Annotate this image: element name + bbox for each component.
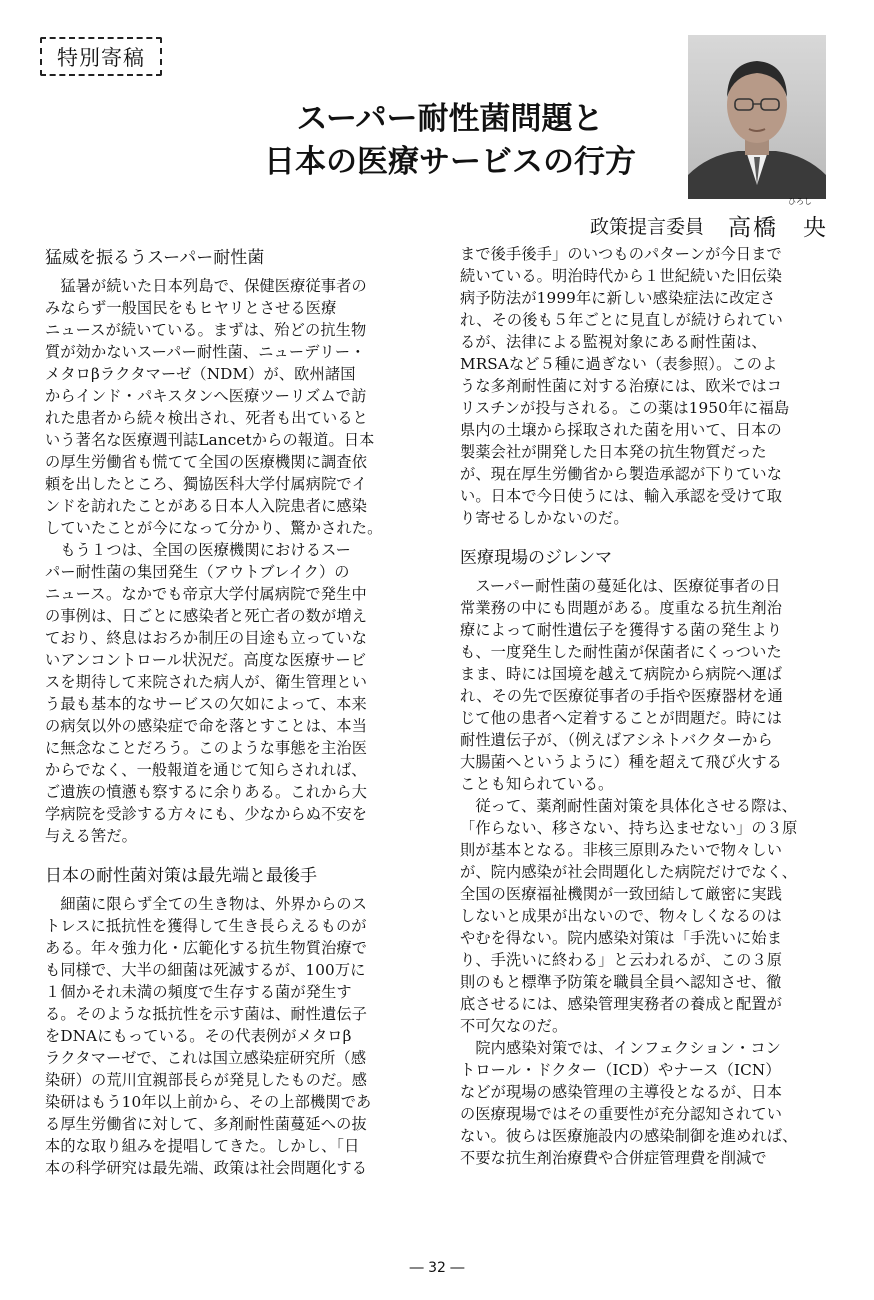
text-line: 院内感染対策では、インフェクション・コン — [460, 1039, 782, 1057]
text-line: していたことが今になって分かり、驚かされた。 — [45, 519, 383, 537]
text-line: ご遺族の憤懣も察するに余りある。これから大 — [45, 783, 368, 801]
text-line: をDNAにもっている。その代表例がメタロβ — [45, 1027, 352, 1045]
text-line: ており、終息はおろか制圧の目途も立っていな — [45, 629, 368, 647]
text-line: リスチンが投与される。この薬は1950年に福島 — [460, 399, 790, 417]
text-line: しないと成果が出ないので、物々しくなるのは — [460, 907, 782, 925]
text-line: り寄せるしかないのだ。 — [460, 509, 629, 527]
text-line: いアンコントロール状況だ。高度な医療サービ — [45, 651, 367, 669]
text-line: 学病院を受診する方々にも、少なからぬ不安を — [45, 805, 368, 823]
paragraph-5 — [460, 795, 835, 1037]
text-line: からでなく、一般報道を通じて知らされれば、 — [45, 761, 367, 779]
text-line: 質が効かないスーパー耐性菌、ニューデリー・ — [45, 343, 366, 361]
section-heading-1: 猛威を振るうスーパー耐性菌 — [45, 248, 265, 268]
paragraph-continued — [460, 243, 835, 529]
text-line: まで後手後手」のいつものパターンが今日まで — [460, 245, 782, 263]
text-line: れた患者から続々検出され、死者も出ていると — [45, 409, 368, 427]
text-line: れ、その後も５年ごとに見直しが続けられてい — [460, 311, 783, 329]
author-role: 政策提言委員 — [590, 216, 705, 238]
text-line: り、手洗いに終わる」と云われるが、この３原 — [460, 951, 783, 969]
text-line: 従って、薬剤耐性菌対策を具体化させる際は、 — [460, 797, 798, 815]
text-line: MRSAなど５種に過ぎない（表参照）。このよ — [460, 355, 778, 373]
text-line: 則のもと標準予防策を職員全員へ認知させ、徹 — [460, 973, 782, 991]
text-line: みならず一般国民をもヒヤリとさせる医療 — [45, 299, 337, 317]
text-line: 底させるには、感染管理実務者の養成と配置が — [460, 995, 783, 1013]
text-line: パー耐性菌の集団発生（アウトブレイク）の — [45, 563, 350, 581]
text-line: スを期待して来院された病人が、衛生管理とい — [45, 673, 368, 691]
text-line: 続いている。明治時代から１世紀続いた旧伝染 — [460, 267, 783, 285]
text-line: ある。年々強力化・広範化する抗生物質治療で — [45, 939, 368, 957]
text-line: 全国の医療福祉機関が一致団結して厳密に実践 — [460, 885, 783, 903]
text-line: い。日本で今日使うには、輸入承認を受けて取 — [460, 487, 783, 505]
paragraph-6 — [460, 1037, 835, 1169]
author-name-ruby: ひろし — [788, 197, 812, 206]
text-line: トロール・ドクター（ICD）やナース（ICN） — [460, 1061, 781, 1079]
text-line: ンドを訪れたことがある日本人入院患者に感染 — [45, 497, 368, 515]
text-line: 「作らない、移さない、持ち込ませない」の３原 — [460, 819, 798, 837]
text-line: などが現場の感染管理の主導役となるが、日本 — [460, 1083, 783, 1101]
text-line: 病予防法が1999年に新しい感染症法に改定さ — [460, 289, 776, 307]
text-line: る。そのような抵抗性を示す菌は、耐性遺伝子 — [45, 1005, 368, 1023]
text-line: トレスに抵抗性を獲得して生き長らえるものが — [45, 917, 367, 935]
paragraph-2 — [45, 539, 420, 847]
article-title — [200, 98, 700, 184]
text-line: 本的な取り組みを提唱してきた。しかし、「日 — [45, 1137, 360, 1155]
author-byline — [560, 197, 830, 241]
left-column — [45, 243, 420, 1179]
text-line: まま、時には国境を越えて病院から病院へ運ば — [460, 665, 783, 683]
title-line-2: 日本の医療サービスの行方 — [264, 144, 636, 180]
page-number: ― 32 ― — [409, 1260, 465, 1276]
text-line: 不要な抗生剤治療費や合併症管理費を削減で — [460, 1149, 767, 1167]
text-line: いう著名な医療週刊誌Lancetからの報道。日本 — [45, 431, 375, 449]
text-line: る厚生労働省に対して、多剤耐性菌蔓延への抜 — [45, 1115, 367, 1133]
text-line: 不可欠なのだ。 — [460, 1017, 568, 1035]
text-line: が、現在厚生労働省から製造承認が下りていな — [460, 465, 783, 483]
paragraph-1 — [45, 275, 420, 539]
text-line: の事例は、日ごとに感染者と死亡者の数が増え — [45, 607, 368, 625]
text-line: 県内の土壌から採取された菌を用いて、日本の — [460, 421, 782, 439]
text-line: るが、法律による監視対象にある耐性菌は、 — [460, 333, 767, 351]
text-line: も同様で、大半の細菌は死滅するが、100万に — [45, 961, 366, 979]
text-line: ラクタマーゼで、これは国立感染症研究所（感 — [45, 1049, 367, 1067]
text-line: 本の科学研究は最先端、政策は社会問題化する — [45, 1159, 368, 1177]
text-line: 頼を出したところ、獨協医科大学付属病院でイ — [45, 475, 368, 493]
text-line: 大腸菌へというように）種を超えて飛び火する — [460, 753, 783, 771]
text-line: 耐性遺伝子が、（例えばアシネトバクターから — [460, 731, 773, 749]
right-column — [460, 243, 835, 1169]
section-tag: 特別寄稿 — [40, 37, 162, 76]
text-line: の病気以外の感染症で命を落とすことは、本当 — [45, 717, 368, 735]
text-line: もう１つは、全国の医療機関におけるスー — [45, 541, 351, 559]
text-line: の厚生労働省も慌てて全国の医療機関に調査依 — [45, 453, 368, 471]
text-line: 細菌に限らず全ての生き物は、外界からのス — [45, 895, 368, 913]
text-line: 染研）の荒川宜親部長らが発見したものだ。感 — [45, 1071, 368, 1089]
author-photo — [688, 35, 826, 199]
text-line: ニュース。なかでも帝京大学付属病院で発生中 — [45, 585, 367, 603]
text-line: うな多剤耐性菌に対する治療には、欧米ではコ — [460, 377, 783, 395]
text-line: れ、その先で医療従事者の手指や医療器材を通 — [460, 687, 783, 705]
paragraph-3 — [45, 893, 420, 1179]
text-line: ない。彼らは医療施設内の感染制御を進めれば、 — [460, 1127, 798, 1145]
text-line: ことも知られている。 — [460, 775, 614, 793]
text-line: やむを得ない。院内感染対策は「手洗いに始ま — [460, 929, 783, 947]
text-line: に無念なことだろう。このような事態を主治医 — [45, 739, 368, 757]
text-line: スーパー耐性菌の蔓延化は、医療従事者の日 — [460, 577, 781, 595]
text-line: 常業務の中にも問題がある。度重なる抗生剤治 — [460, 599, 783, 617]
text-line: 則が基本となる。非核三原則みたいで物々しい — [460, 841, 783, 859]
title-line-1: スーパー耐性菌問題と — [296, 101, 604, 137]
text-line: 猛暑が続いた日本列島で、保健医療従事者の — [45, 277, 367, 295]
text-line: メタロβラクタマーゼ（NDM）が、欧州諸国 — [45, 365, 356, 383]
text-line: う最も基本的なサービスの欠如によって、本来 — [45, 695, 367, 713]
text-line: じて他の患者へ定着することが問題だ。時には — [460, 709, 783, 727]
text-line: 製薬会社が開発した日本発の抗生物質だった — [460, 443, 767, 461]
section-heading-2: 日本の耐性菌対策は最先端と最後手 — [45, 866, 317, 886]
text-line: も、一度発生した耐性菌が保菌者にくっついた — [460, 643, 782, 661]
author-name: 高橋 央 — [728, 215, 828, 241]
text-line: からインド・パキスタンへ医療ツーリズムで訪 — [45, 387, 367, 405]
text-line: 与える筈だ。 — [45, 827, 138, 845]
text-line: ニュースが続いている。まずは、殆どの抗生物 — [45, 321, 367, 339]
paragraph-4 — [460, 575, 835, 795]
text-line: の医療現場ではその重要性が充分認知されてい — [460, 1105, 783, 1123]
text-line: が、院内感染が社会問題化した病院だけでなく、 — [460, 863, 798, 881]
text-line: １個かそれ未満の頻度で生存する菌が発生す — [45, 983, 352, 1001]
section-heading-3: 医療現場のジレンマ — [460, 548, 613, 568]
text-line: 療によって耐性遺伝子を獲得する菌の発生より — [460, 621, 783, 639]
text-line: 染研はもう10年以上前から、その上部機関であ — [45, 1093, 372, 1111]
